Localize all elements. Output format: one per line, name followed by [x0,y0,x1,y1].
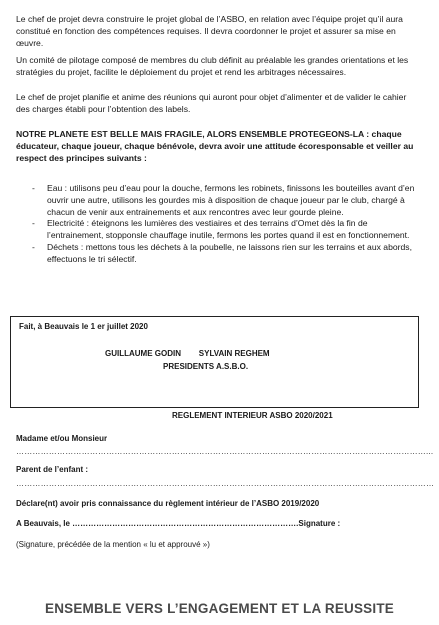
madame-dotted-line[interactable]: ……………………………………………………………………………………………………………………………………... [16,447,434,456]
list-item-electricite [16,218,421,242]
bullet-dash: - [32,218,35,229]
declaration-text: Déclare(nt) avoir pris connaissance du règlement intérieur de l’ASBO 2019/2020 [16,499,320,508]
parent-dotted-line[interactable]: ……………………………………………………………………………………………………………………………………… [16,479,435,488]
bullet-dash: - [32,183,35,193]
list-item-text: Electricité : éteignons les lumières des vestiaires et des terrains d’Omet dès la fin de l’entrainement, stopponsle chauffage inutile, fermons les portes quand il est en fonctionnement. [47,218,410,241]
paragraph-reunions: Le chef de projet planifie et anime des réunions qui auront pour objet d’alimenter et de valider le cahier des charges établi pour l’obtention des labels. [16,92,407,114]
parent-label: Parent de l’enfant : [16,465,89,474]
list-item-dechets [16,242,421,266]
fait-a-beauvais: Fait, à Beauvais le 1 er juillet 2020 [19,322,148,331]
beauvais-signature-line[interactable]: A Beauvais, le ………………………………………………………………………….Signature : [16,519,341,528]
list-item-text: Eau : utilisons peu d’eau pour la douche, fermons les robinets, finissons les bouteilles avant d’en ouvrir une autre, utilisons les gourdes mis à disposition de chaque joueur par le club, chargé à chacun de venir aux entrainements et aux rencontres avec leur gourde pleine. [47,183,415,217]
paragraph-comite-pilotage: Un comité de pilotage composé de membres du club définit au préalable les grandes orientations et les stratégies du projet, facilite le déploiement du projet et rend les arbitrages nécessaires. [16,55,409,77]
bullet-dash: - [32,241,35,252]
president-names: GUILLAUME GODIN SYLVAIN REGHEM [105,349,270,358]
paragraph-chef-de-projet: Le chef de projet devra construire le projet global de l’ASBO, en relation avec l’équipe projet qu’il aura constitué en fonction des compétences requises. Il devra coordonner le projet et assurer sa mise en œuvre. [16,14,403,48]
list-item-text: Déchets : mettons tous les déchets à la poubelle, ne laissons rien sur les terrains et aux abords, effectuons le tri sélectif. [47,241,412,264]
signature-mention: (Signature, précédée de la mention « lu et approuvé ») [16,540,210,549]
form-title: REGLEMENT INTERIEUR ASBO 2020/2021 [172,411,333,420]
signature-box [10,316,419,408]
footer-slogan: ENSEMBLE VERS L’ENGAGEMENT ET LA REUSSITE [45,601,394,616]
madame-label: Madame et/ou Monsieur [16,434,108,443]
eco-principles-list [16,183,421,266]
presidents-title: PRESIDENTS A.S.B.O. [163,362,249,371]
list-item-eau [16,183,421,218]
paragraph-planete: NOTRE PLANETE EST BELLE MAIS FRAGILE, ALORS ENSEMBLE PROTEGEONS-LA : chaque éducateur, chaque joueur, chaque bénévole, devra avoir une attitude écoresponsable et veiller au respect des principes suivants : [16,129,414,163]
